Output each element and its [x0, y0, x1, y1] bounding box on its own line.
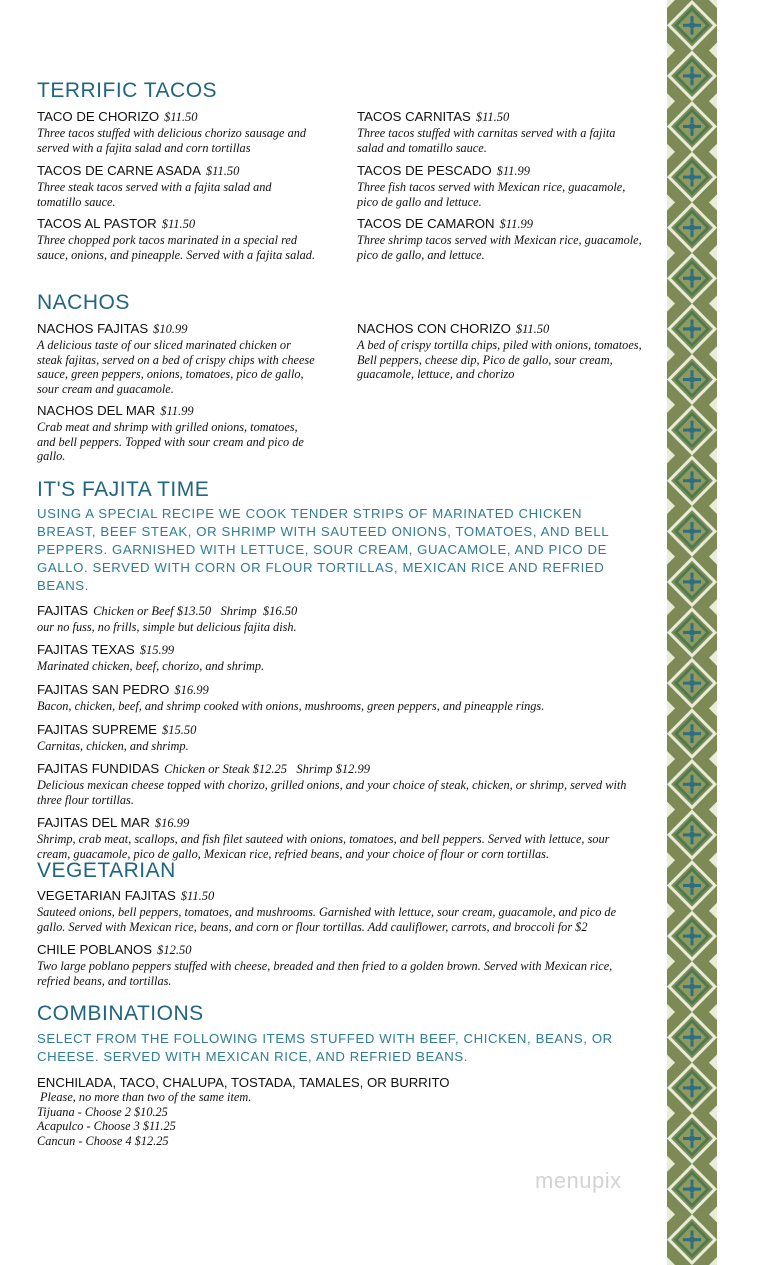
- menu-item: [37, 602, 637, 635]
- combo-option: Cancun - Choose 4 $12.25: [37, 1133, 169, 1148]
- item-name: ENCHILADA, TACO, CHALUPA, TOSTADA, TAMALES, OR BURRITO: [37, 1075, 450, 1090]
- item-description: Marinated chicken, beef, chorizo, and shrimp.: [37, 659, 265, 673]
- item-description: Delicious mexican cheese topped with chorizo, grilled onions, and your choice of steak, chicken, or shrimp, served with three flour tortillas.: [37, 778, 627, 807]
- combo-option: Acapulco - Choose 3 $11.25: [37, 1119, 176, 1133]
- item-description: Shrimp, crab meat, scallops, and fish filet sauteed with onions, tomatoes, and bell peppers. Served with lettuce, sour cream, guacamole, pico de gallo, Mexican rice, refried beans, and your choice of flour or corn tortillas.: [37, 832, 610, 861]
- menu-item: [37, 681, 637, 714]
- item-price: $11.99: [160, 404, 194, 418]
- watermark: menupix: [535, 1168, 622, 1193]
- menu-item: [37, 108, 317, 155]
- item-name: FAJITAS SAN PEDRO: [37, 682, 170, 697]
- section-title-fajitas: IT'S FAJITA TIME: [37, 478, 210, 501]
- combination-item: [37, 1075, 637, 1148]
- item-name: TACOS AL PASTOR: [37, 216, 157, 231]
- section-intro: USING A SPECIAL RECIPE WE COOK TENDER STRIPS OF MARINATED CHICKEN BREAST, BEEF STEAK, OR SHRIMP WITH SAUTEED ONIONS, TOMATOES, AND BELL PEPPERS. GARNISHED WITH LETTUCE, SOUR CREAM, GUACAMOLE, AND PICO DE GALLO. SERVED WITH CORN OR FLOUR TORTILLAS, MEXICAN RICE AND REFRIED BEANS.: [37, 506, 609, 593]
- item-description: Carnitas, chicken, and shrimp.: [37, 739, 189, 753]
- item-name: TACOS CARNITAS: [357, 109, 471, 124]
- item-price: $11.99: [499, 217, 533, 231]
- menu-item: [37, 402, 317, 464]
- tile-pattern-icon: [667, 0, 717, 1265]
- item-price: $11.50: [180, 889, 215, 903]
- menu-item: [357, 215, 642, 262]
- item-price: $11.50: [161, 217, 196, 231]
- item-price: Chicken or Beef $13.50 Shrimp $16.50: [93, 604, 298, 618]
- item-name: TACOS DE CARNE ASADA: [37, 163, 201, 178]
- menu-item: [37, 887, 637, 934]
- item-name: FAJITAS: [37, 603, 89, 618]
- item-name: FAJITAS SUPREME: [37, 722, 157, 737]
- item-price: $15.99: [139, 643, 175, 657]
- item-description: Three chopped pork tacos marinated in a special red sauce, onions, and pineapple. Served with a fajita salad.: [37, 233, 316, 262]
- item-price: $11.50: [475, 110, 510, 124]
- item-price: $16.99: [174, 683, 209, 697]
- menu-item: [37, 320, 317, 396]
- item-name: FAJITAS FUNDIDAS: [37, 761, 160, 776]
- item-description: A delicious taste of our sliced marinated chicken or steak fajitas, served on a bed of crispy chips with cheese sauce, green peppers, onions, tomatoes, pico de gallo, sour cream and guacamole.: [37, 338, 315, 396]
- menu-item: [37, 215, 317, 262]
- menu-item: [37, 641, 637, 674]
- section-title-combinations: COMBINATIONS: [37, 1002, 204, 1025]
- item-description: Bacon, chicken, beef, and shrimp cooked with onions, mushrooms, green peppers, and pineapple rings.: [37, 699, 545, 713]
- item-name: NACHOS FAJITAS: [37, 321, 149, 336]
- item-description: Three tacos stuffed with carnitas served with a fajita salad and tomatillo sauce.: [357, 126, 616, 155]
- section-title-nachos: NACHOS: [37, 291, 130, 314]
- item-description: our no fuss, no frills, simple but delicious fajita dish.: [37, 620, 297, 634]
- item-description: Three tacos stuffed with delicious chorizo sausage and served with a fajita salad and corn tortillas: [37, 126, 307, 155]
- menu-item: [357, 108, 642, 155]
- item-description: A bed of crispy tortilla chips, piled with onions, tomatoes, Bell peppers, cheese dip, Pico de gallo, sour cream, guacamole, lettuce, and chorizo: [357, 338, 642, 381]
- item-price: $10.99: [153, 322, 188, 336]
- item-price: $15.50: [161, 723, 197, 737]
- item-name: TACO DE CHORIZO: [37, 109, 160, 124]
- item-name: TACOS DE PESCADO: [357, 163, 492, 178]
- item-price: $11.50: [164, 110, 198, 124]
- decorative-border: [667, 0, 717, 1265]
- item-price: $11.99: [496, 164, 531, 178]
- item-description: Three shrimp tacos served with Mexican rice, guacamole, pico de gallo, and lettuce.: [357, 233, 642, 262]
- item-note: Please, no more than two of the same item.: [40, 1090, 252, 1104]
- item-price: $11.50: [515, 322, 550, 336]
- menu-item: [37, 760, 637, 807]
- menu-item: [357, 320, 642, 382]
- section-title-tacos: TERRIFIC TACOS: [37, 79, 218, 102]
- item-name: NACHOS CON CHORIZO: [357, 321, 511, 336]
- item-description: Crab meat and shrimp with grilled onions, tomatoes, and bell peppers. Topped with sour cream and pico de gallo.: [37, 420, 304, 463]
- item-price: $12.50: [157, 943, 192, 957]
- item-name: FAJITAS DEL MAR: [37, 815, 150, 830]
- item-description: Three fish tacos served with Mexican rice, guacamole, pico de gallo and lettuce.: [357, 180, 626, 209]
- item-price: $11.50: [205, 164, 240, 178]
- item-name: CHILE POBLANOS: [37, 942, 153, 957]
- combo-option: Tijuana - Choose 2 $10.25: [37, 1104, 168, 1119]
- section-intro: SELECT FROM THE FOLLOWING ITEMS STUFFED WITH BEEF, CHICKEN, BEANS, OR CHEESE. SERVED WITH MEXICAN RICE, AND REFRIED BEANS.: [37, 1031, 613, 1064]
- item-description: Two large poblano peppers stuffed with cheese, breaded and then fried to a golden brown. Served with Mexican rice, refried beans, and tortillas.: [37, 959, 613, 988]
- item-description: Three steak tacos served with a fajita salad and tomatillo sauce.: [37, 180, 272, 209]
- menu-item: [357, 162, 642, 209]
- item-name: FAJITAS TEXAS: [37, 642, 135, 657]
- section-title-vegetarian: VEGETARIAN: [37, 859, 176, 882]
- menu-item: [37, 941, 637, 988]
- item-name: TACOS DE CAMARON: [357, 216, 495, 231]
- item-name: VEGETARIAN FAJITAS: [37, 888, 176, 903]
- item-name: NACHOS DEL MAR: [37, 403, 156, 418]
- menu-item: [37, 814, 637, 861]
- item-price: $16.99: [154, 816, 190, 830]
- menu-item: [37, 162, 317, 209]
- item-price: Chicken or Steak $12.25 Shrimp $12.99: [164, 762, 371, 776]
- menu-item: [37, 721, 637, 754]
- item-description: Sauteed onions, bell peppers, tomatoes, and mushrooms. Garnished with lettuce, sour cream, guacamole, and pico de gallo. Served with Mexican rice, beans, and corn or flour tortillas. Add cauliflower, carrots, and broccoli for $2: [37, 905, 617, 934]
